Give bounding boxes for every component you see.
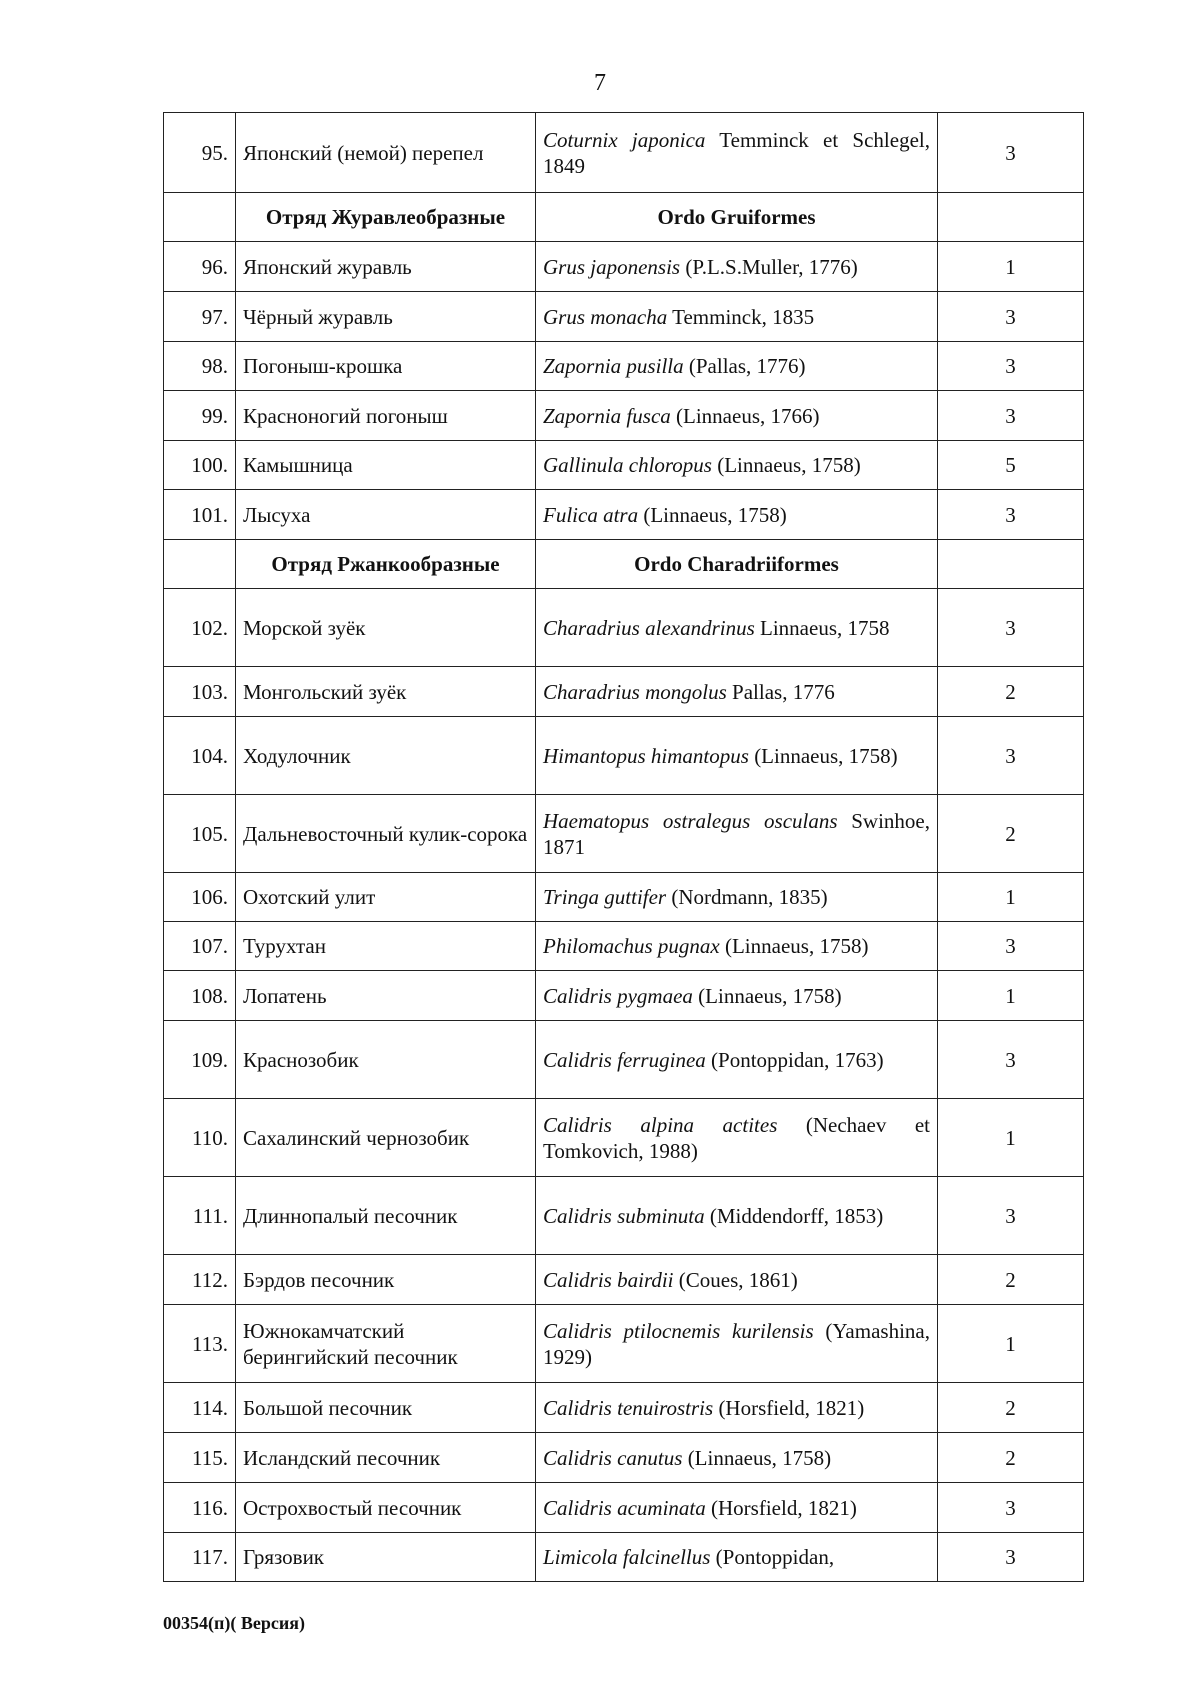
species-authority: (Nechaev et Tomkovich, 1988) <box>543 1112 930 1163</box>
species-row <box>164 1383 1084 1433</box>
species-number: 107. <box>164 922 236 971</box>
species-category: 2 <box>938 1255 1084 1305</box>
species-number: 100. <box>164 441 236 490</box>
species-row <box>164 490 1084 540</box>
species-authority: (P.L.S.Muller, 1776) <box>680 254 858 279</box>
species-row <box>164 1099 1084 1177</box>
species-name-lat <box>536 589 938 667</box>
species-number: 109. <box>164 1021 236 1099</box>
order-cat-cell <box>938 193 1084 242</box>
species-name-lat <box>536 922 938 971</box>
species-authority: (Horsfield, 1821) <box>713 1395 865 1420</box>
species-number: 102. <box>164 589 236 667</box>
species-row <box>164 971 1084 1021</box>
table-body <box>164 113 1084 1582</box>
species-category: 3 <box>938 1533 1084 1582</box>
species-category: 2 <box>938 795 1084 873</box>
species-name-ru: Японский журавль <box>236 242 536 292</box>
order-header-row <box>164 193 1084 242</box>
order-num-cell <box>164 193 236 242</box>
species-binomial: Calidris canutus <box>543 1445 683 1470</box>
species-category: 3 <box>938 589 1084 667</box>
species-number: 114. <box>164 1383 236 1433</box>
order-header-row <box>164 540 1084 589</box>
species-binomial: Calidris ptilocnemis kurilensis <box>543 1318 814 1343</box>
footer-code: 00354(п)( Версия) <box>163 1613 305 1633</box>
species-row <box>164 873 1084 922</box>
species-number: 116. <box>164 1483 236 1533</box>
species-number: 115. <box>164 1433 236 1483</box>
species-binomial: Zapornia fusca <box>543 403 671 428</box>
species-authority: Pallas, 1776 <box>726 679 835 704</box>
species-authority: (Linnaeus, 1758) <box>748 743 898 768</box>
species-number: 117. <box>164 1533 236 1582</box>
species-name-lat <box>536 1099 938 1177</box>
species-category: 2 <box>938 1433 1084 1483</box>
species-number: 95. <box>164 113 236 193</box>
species-number: 110. <box>164 1099 236 1177</box>
species-category: 2 <box>938 667 1084 717</box>
species-name-lat <box>536 1255 938 1305</box>
species-row <box>164 667 1084 717</box>
species-row <box>164 1305 1084 1383</box>
species-row <box>164 717 1084 795</box>
page-number: 7 <box>594 70 606 96</box>
species-name-lat <box>536 795 938 873</box>
species-number: 104. <box>164 717 236 795</box>
species-authority: (Pontoppidan, <box>710 1545 835 1569</box>
species-row <box>164 922 1084 971</box>
species-binomial: Grus japonensis <box>543 254 681 279</box>
species-binomial: Calidris ferruginea <box>543 1047 706 1072</box>
species-binomial: Calidris pygmaea <box>543 983 693 1008</box>
species-name-lat <box>536 1177 938 1255</box>
species-binomial: Calidris tenuirostris <box>543 1395 714 1420</box>
species-row <box>164 242 1084 292</box>
species-binomial: Zapornia pusilla <box>543 354 684 378</box>
species-name-ru: Морской зуёк <box>236 589 536 667</box>
species-name-ru: Охотский улит <box>236 873 536 922</box>
species-name-lat <box>536 490 938 540</box>
species-name-lat <box>536 441 938 490</box>
species-name-ru: Ходулочник <box>236 717 536 795</box>
species-name-ru: Лопатень <box>236 971 536 1021</box>
species-name-ru: Сахалинский чернозобик <box>236 1099 536 1177</box>
species-name-lat <box>536 1305 938 1383</box>
species-name-ru: Лысуха <box>236 490 536 540</box>
species-name-lat <box>536 667 938 717</box>
species-name-lat <box>536 1433 938 1483</box>
species-category: 1 <box>938 873 1084 922</box>
species-binomial: Gallinula chloropus <box>543 453 712 477</box>
species-authority: (Coues, 1861) <box>673 1267 798 1292</box>
species-number: 106. <box>164 873 236 922</box>
species-authority: (Linnaeus, 1758) <box>711 453 861 477</box>
species-number: 113. <box>164 1305 236 1383</box>
species-name-ru: Бэрдов песочник <box>236 1255 536 1305</box>
species-name-lat <box>536 242 938 292</box>
species-category: 2 <box>938 1383 1084 1433</box>
species-number: 108. <box>164 971 236 1021</box>
species-name-lat <box>536 971 938 1021</box>
order-num-cell <box>164 540 236 589</box>
species-binomial: Limicola falcinellus <box>543 1545 711 1569</box>
species-binomial: Calidris alpina actites <box>543 1112 778 1137</box>
species-category: 3 <box>938 1177 1084 1255</box>
species-name-lat <box>536 342 938 391</box>
species-authority: (Linnaeus, 1766) <box>670 403 820 428</box>
species-name-lat <box>536 717 938 795</box>
species-binomial: Charadrius alexandrinus <box>543 615 755 640</box>
species-row <box>164 1433 1084 1483</box>
order-name-lat: Ordo Gruiformes <box>536 193 938 242</box>
order-cat-cell <box>938 540 1084 589</box>
species-row <box>164 795 1084 873</box>
species-name-lat <box>536 391 938 441</box>
species-category: 3 <box>938 490 1084 540</box>
species-row <box>164 589 1084 667</box>
species-row <box>164 1177 1084 1255</box>
species-name-ru: Острохвостый песочник <box>236 1483 536 1533</box>
species-binomial: Himantopus himantopus <box>543 743 749 768</box>
species-row <box>164 1255 1084 1305</box>
species-row <box>164 1483 1084 1533</box>
species-category: 3 <box>938 113 1084 193</box>
species-binomial: Grus monacha <box>543 304 668 329</box>
species-row <box>164 292 1084 342</box>
order-name-ru: Отряд Ржанкообразные <box>236 540 536 589</box>
species-binomial: Charadrius mongolus <box>543 679 727 704</box>
species-category: 1 <box>938 1305 1084 1383</box>
species-number: 103. <box>164 667 236 717</box>
species-name-ru: Длиннопалый песочник <box>236 1177 536 1255</box>
species-row <box>164 441 1084 490</box>
species-authority: (Linnaeus, 1758) <box>719 934 869 958</box>
species-name-ru: Большой песочник <box>236 1383 536 1433</box>
species-name-ru: Японский (немой) перепел <box>236 113 536 193</box>
species-authority: (Pallas, 1776) <box>683 354 806 378</box>
species-binomial: Philomachus pugnax <box>543 934 720 958</box>
species-row <box>164 391 1084 441</box>
species-binomial: Fulica atra <box>543 502 639 527</box>
species-number: 98. <box>164 342 236 391</box>
species-row <box>164 113 1084 193</box>
species-binomial: Haematopus ostralegus osculans <box>543 808 838 833</box>
species-name-lat <box>536 113 938 193</box>
species-authority: Linnaeus, 1758 <box>754 615 890 640</box>
species-number: 99. <box>164 391 236 441</box>
species-name-lat <box>536 1383 938 1433</box>
species-name-ru: Дальневосточный кулик-сорока <box>236 795 536 873</box>
species-name-ru: Краснозобик <box>236 1021 536 1099</box>
species-category: 3 <box>938 292 1084 342</box>
species-name-ru: Турухтан <box>236 922 536 971</box>
species-name-ru: Погоныш-крошка <box>236 342 536 391</box>
species-category: 3 <box>938 717 1084 795</box>
species-name-ru: Исландский песочник <box>236 1433 536 1483</box>
species-name-ru: Грязовик <box>236 1533 536 1582</box>
order-name-lat: Ordo Charadriiformes <box>536 540 938 589</box>
species-category: 3 <box>938 922 1084 971</box>
species-authority: (Pontoppidan, 1763) <box>705 1047 884 1072</box>
species-name-lat <box>536 1021 938 1099</box>
species-number: 97. <box>164 292 236 342</box>
species-category: 5 <box>938 441 1084 490</box>
species-category: 3 <box>938 1021 1084 1099</box>
species-category: 1 <box>938 242 1084 292</box>
species-name-lat <box>536 1483 938 1533</box>
species-row <box>164 1533 1084 1582</box>
species-table <box>163 112 1084 1582</box>
species-binomial: Tringa guttifer <box>543 885 667 909</box>
species-binomial: Calidris subminuta <box>543 1203 705 1228</box>
species-authority: (Yamashina, 1929) <box>543 1318 930 1369</box>
species-category: 3 <box>938 342 1084 391</box>
species-authority: Temminck et Schlegel, 1849 <box>543 127 930 178</box>
species-name-ru: Чёрный журавль <box>236 292 536 342</box>
species-authority: Temminck, 1835 <box>667 304 815 329</box>
species-number: 96. <box>164 242 236 292</box>
species-name-lat <box>536 1533 938 1582</box>
species-row <box>164 1021 1084 1099</box>
species-number: 111. <box>164 1177 236 1255</box>
species-row <box>164 342 1084 391</box>
species-number: 105. <box>164 795 236 873</box>
species-number: 112. <box>164 1255 236 1305</box>
species-authority: (Linnaeus, 1758) <box>692 983 842 1008</box>
species-authority: Swinhoe, 1871 <box>543 808 931 859</box>
species-category: 3 <box>938 391 1084 441</box>
species-binomial: Calidris acuminata <box>543 1495 706 1520</box>
species-authority: (Horsfield, 1821) <box>705 1495 857 1520</box>
species-authority: (Linnaeus, 1758) <box>638 502 787 527</box>
species-name-ru: Монгольский зуёк <box>236 667 536 717</box>
species-authority: (Linnaeus, 1758) <box>682 1445 832 1470</box>
species-binomial: Calidris bairdii <box>543 1267 674 1292</box>
species-name-ru: Камышница <box>236 441 536 490</box>
species-binomial: Coturnix japonica <box>543 127 706 152</box>
species-category: 1 <box>938 971 1084 1021</box>
species-category: 3 <box>938 1483 1084 1533</box>
species-category: 1 <box>938 1099 1084 1177</box>
species-authority: (Middendorff, 1853) <box>704 1203 884 1228</box>
species-number: 101. <box>164 490 236 540</box>
species-name-ru: Южнокамчатский берингийский песочник <box>236 1305 536 1383</box>
species-authority: (Nordmann, 1835) <box>666 885 828 909</box>
order-name-ru: Отряд Журавлеобразные <box>236 193 536 242</box>
species-name-ru: Красноногий погоныш <box>236 391 536 441</box>
species-name-lat <box>536 873 938 922</box>
species-name-lat <box>536 292 938 342</box>
